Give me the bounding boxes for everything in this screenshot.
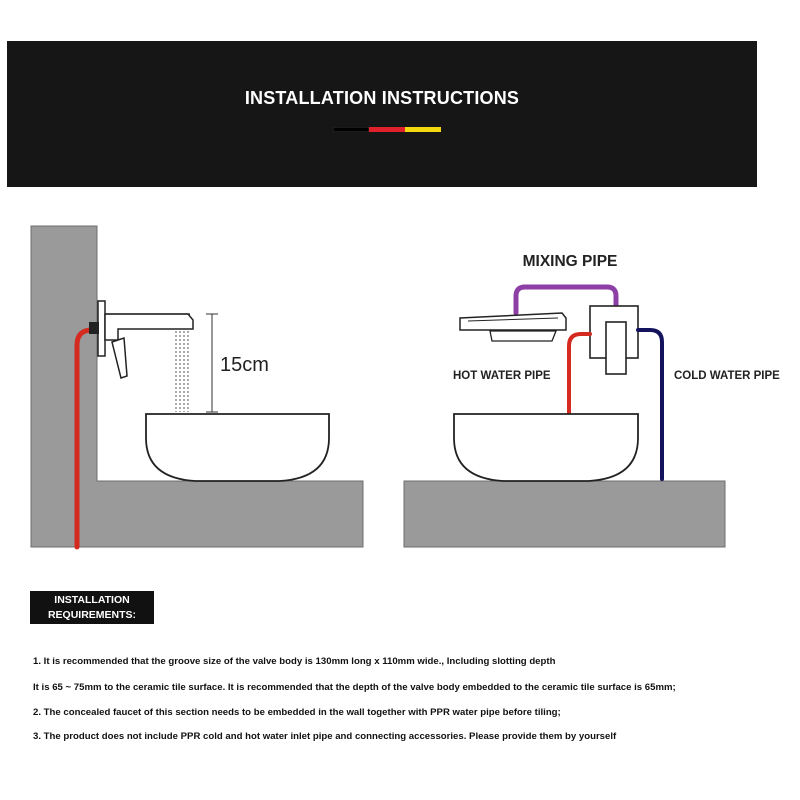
cold-water-pipe [638,330,662,479]
requirements-heading [30,591,154,624]
right-counter [404,481,725,547]
right-diagram [404,253,780,547]
mixer-handle [112,338,127,378]
mixing-pipe-label: MIXING PIPE [522,253,618,270]
wall-and-counter [31,226,363,547]
requirement-item: 3. The product does not include PPR cold and hot water inlet pipe and connecting accessories. Please provide them by yourself [33,731,617,742]
requirement-item: 2. The concealed faucet of this section needs to be embedded in the wall together with PPR water pipe before tiling; [33,707,561,718]
wall-plate [98,301,105,356]
mixer-handle-right [606,322,626,374]
right-spout [460,313,566,330]
requirement-item: 1. It is recommended that the groove size of the valve body is 130mm long x 110mm wide., Including slotting depth [33,656,556,667]
height-label: 15cm [220,354,269,376]
requirements-heading-line2: REQUIREMENTS: [47,608,137,621]
left-basin [146,414,329,481]
requirements-heading-line1: INSTALLATION [54,593,130,606]
water-stream [176,331,188,412]
right-basin [454,414,638,481]
cold-water-label: COLD WATER PIPE [674,370,780,382]
requirement-item: It is 65 ~ 75mm to the ceramic tile surface. It is recommended that the depth of the valve body embedded to the ceramic tile surface is 65mm; [33,682,676,693]
page-title: INSTALLATION INSTRUCTIONS [244,88,520,108]
valve-connector [89,322,99,334]
hot-water-label: HOT WATER PIPE [453,370,551,382]
left-diagram [31,226,363,547]
hot-water-pipe [569,334,590,414]
